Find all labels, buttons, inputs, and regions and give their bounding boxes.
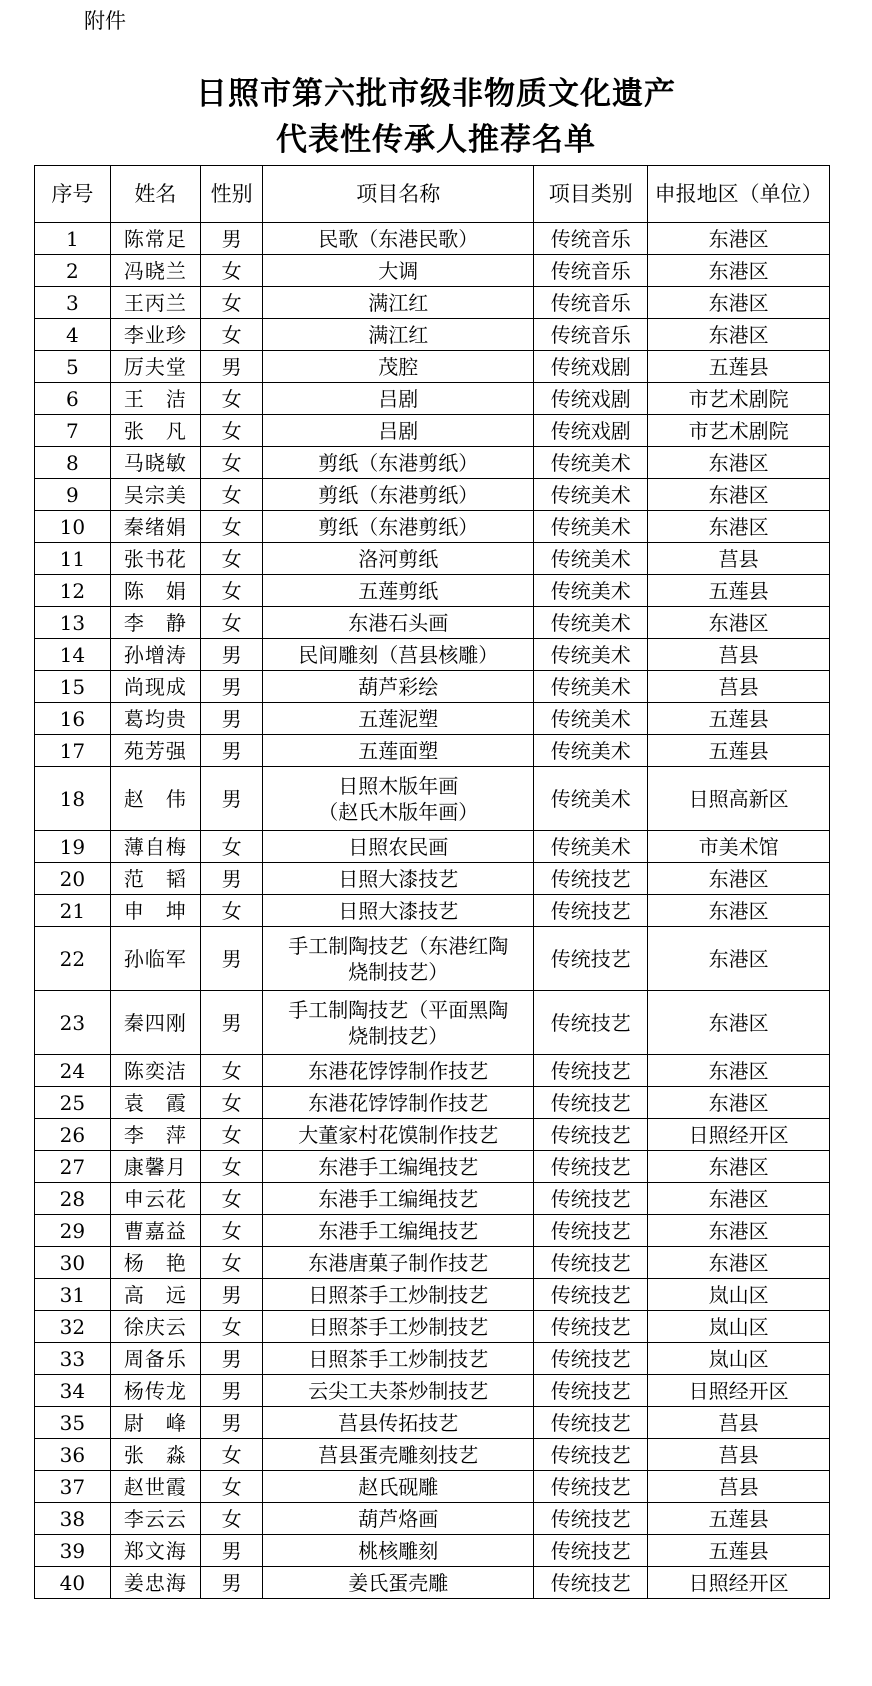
cell-gender: 男 bbox=[201, 1407, 263, 1439]
table-row bbox=[35, 1087, 830, 1119]
cell-category: 传统美术 bbox=[534, 511, 648, 543]
cell-region: 东港区 bbox=[648, 1087, 830, 1119]
cell-region: 五莲县 bbox=[648, 735, 830, 767]
cell-seq: 15 bbox=[35, 671, 111, 703]
cell-gender: 女 bbox=[201, 447, 263, 479]
table-row bbox=[35, 1503, 830, 1535]
cell-name: 苑芳强 bbox=[110, 735, 200, 767]
table-row bbox=[35, 639, 830, 671]
cell-gender: 男 bbox=[201, 1375, 263, 1407]
table-header-row bbox=[35, 166, 830, 223]
table-row bbox=[35, 543, 830, 575]
cell-gender: 女 bbox=[201, 511, 263, 543]
cell-region: 五莲县 bbox=[648, 1503, 830, 1535]
cell-category: 传统技艺 bbox=[534, 1343, 648, 1375]
cell-project: 吕剧 bbox=[263, 415, 534, 447]
cell-name: 范 韬 bbox=[110, 863, 200, 895]
cell-project: 姜氏蛋壳雕 bbox=[263, 1567, 534, 1599]
table-row bbox=[35, 223, 830, 255]
cell-category: 传统美术 bbox=[534, 543, 648, 575]
cell-gender: 女 bbox=[201, 1471, 263, 1503]
cell-region: 五莲县 bbox=[648, 703, 830, 735]
cell-project: 日照茶手工炒制技艺 bbox=[263, 1343, 534, 1375]
cell-project bbox=[263, 767, 534, 831]
cell-region: 莒县 bbox=[648, 639, 830, 671]
cell-seq: 8 bbox=[35, 447, 111, 479]
cell-seq: 26 bbox=[35, 1119, 111, 1151]
cell-gender: 男 bbox=[201, 735, 263, 767]
cell-name: 尉 峰 bbox=[110, 1407, 200, 1439]
cell-region: 东港区 bbox=[648, 1215, 830, 1247]
table-row bbox=[35, 575, 830, 607]
cell-gender: 男 bbox=[201, 351, 263, 383]
table-row bbox=[35, 479, 830, 511]
cell-category: 传统技艺 bbox=[534, 1087, 648, 1119]
cell-seq: 32 bbox=[35, 1311, 111, 1343]
cell-project-line-1: 日照木版年画 bbox=[338, 773, 459, 798]
cell-project-line-2: 烧制技艺） bbox=[348, 1023, 449, 1048]
cell-project: 桃核雕刻 bbox=[263, 1535, 534, 1567]
cell-region: 市美术馆 bbox=[648, 831, 830, 863]
cell-name: 赵 伟 bbox=[110, 767, 200, 831]
cell-project: 洛河剪纸 bbox=[263, 543, 534, 575]
table-row bbox=[35, 1343, 830, 1375]
table-row bbox=[35, 1311, 830, 1343]
cell-seq: 2 bbox=[35, 255, 111, 287]
cell-gender: 女 bbox=[201, 575, 263, 607]
cell-project: 五莲面塑 bbox=[263, 735, 534, 767]
cell-seq: 22 bbox=[35, 927, 111, 991]
table-row bbox=[35, 1439, 830, 1471]
column-header-project: 项目名称 bbox=[263, 166, 534, 223]
cell-gender: 男 bbox=[201, 991, 263, 1055]
cell-seq: 10 bbox=[35, 511, 111, 543]
cell-name: 徐庆云 bbox=[110, 1311, 200, 1343]
cell-project: 日照大漆技艺 bbox=[263, 863, 534, 895]
cell-name: 申云花 bbox=[110, 1183, 200, 1215]
cell-category: 传统技艺 bbox=[534, 895, 648, 927]
cell-category: 传统美术 bbox=[534, 767, 648, 831]
cell-gender: 女 bbox=[201, 831, 263, 863]
cell-gender: 男 bbox=[201, 703, 263, 735]
cell-name: 冯晓兰 bbox=[110, 255, 200, 287]
cell-name: 张 淼 bbox=[110, 1439, 200, 1471]
cell-region: 东港区 bbox=[648, 319, 830, 351]
cell-category: 传统美术 bbox=[534, 831, 648, 863]
cell-category: 传统美术 bbox=[534, 703, 648, 735]
table-row bbox=[35, 415, 830, 447]
cell-gender: 女 bbox=[201, 319, 263, 351]
cell-gender: 女 bbox=[201, 1503, 263, 1535]
cell-project: 莒县蛋壳雕刻技艺 bbox=[263, 1439, 534, 1471]
cell-name: 王 洁 bbox=[110, 383, 200, 415]
cell-name: 李业珍 bbox=[110, 319, 200, 351]
cell-project: 东港唐菓子制作技艺 bbox=[263, 1247, 534, 1279]
cell-region: 市艺术剧院 bbox=[648, 383, 830, 415]
cell-name: 袁 霞 bbox=[110, 1087, 200, 1119]
cell-seq: 33 bbox=[35, 1343, 111, 1375]
cell-project: 满江红 bbox=[263, 319, 534, 351]
cell-name: 孙增涛 bbox=[110, 639, 200, 671]
cell-project: 东港手工编绳技艺 bbox=[263, 1151, 534, 1183]
cell-category: 传统戏剧 bbox=[534, 351, 648, 383]
cell-project: 葫芦彩绘 bbox=[263, 671, 534, 703]
cell-gender: 女 bbox=[201, 1119, 263, 1151]
cell-seq: 3 bbox=[35, 287, 111, 319]
cell-category: 传统技艺 bbox=[534, 1183, 648, 1215]
cell-project bbox=[263, 927, 534, 991]
cell-name: 曹嘉益 bbox=[110, 1215, 200, 1247]
cell-seq: 38 bbox=[35, 1503, 111, 1535]
table-row bbox=[35, 607, 830, 639]
cell-project-line-1: 手工制陶技艺（东港红陶 bbox=[288, 933, 509, 958]
cell-project: 东港花饽饽制作技艺 bbox=[263, 1055, 534, 1087]
cell-region: 东港区 bbox=[648, 1247, 830, 1279]
cell-gender: 女 bbox=[201, 415, 263, 447]
cell-region: 日照经开区 bbox=[648, 1375, 830, 1407]
table-row bbox=[35, 1183, 830, 1215]
cell-category: 传统音乐 bbox=[534, 255, 648, 287]
cell-seq: 36 bbox=[35, 1439, 111, 1471]
cell-gender: 女 bbox=[201, 1151, 263, 1183]
table-row bbox=[35, 703, 830, 735]
cell-project: 东港手工编绳技艺 bbox=[263, 1215, 534, 1247]
table-row bbox=[35, 735, 830, 767]
cell-region: 东港区 bbox=[648, 991, 830, 1055]
cell-region: 莒县 bbox=[648, 543, 830, 575]
cell-name: 薄自梅 bbox=[110, 831, 200, 863]
column-header-category: 项目类别 bbox=[534, 166, 648, 223]
cell-region: 东港区 bbox=[648, 1055, 830, 1087]
cell-seq: 13 bbox=[35, 607, 111, 639]
cell-seq: 30 bbox=[35, 1247, 111, 1279]
document-title-line-2: 代表性传承人推荐名单 bbox=[276, 122, 596, 158]
cell-gender: 男 bbox=[201, 767, 263, 831]
cell-gender: 女 bbox=[201, 607, 263, 639]
cell-region: 莒县 bbox=[648, 1407, 830, 1439]
table-body bbox=[35, 223, 830, 1599]
cell-seq: 19 bbox=[35, 831, 111, 863]
cell-name: 葛均贵 bbox=[110, 703, 200, 735]
cell-project: 日照茶手工炒制技艺 bbox=[263, 1311, 534, 1343]
attachment-label: 附件 bbox=[84, 9, 126, 33]
table-row bbox=[35, 1247, 830, 1279]
cell-project: 民歌（东港民歌） bbox=[263, 223, 534, 255]
cell-category: 传统技艺 bbox=[534, 1215, 648, 1247]
cell-region: 日照经开区 bbox=[648, 1119, 830, 1151]
cell-project: 赵氏砚雕 bbox=[263, 1471, 534, 1503]
table-row bbox=[35, 1471, 830, 1503]
cell-region: 莒县 bbox=[648, 671, 830, 703]
inheritor-table bbox=[34, 165, 830, 1599]
cell-gender: 女 bbox=[201, 1183, 263, 1215]
cell-gender: 男 bbox=[201, 927, 263, 991]
cell-category: 传统技艺 bbox=[534, 1471, 648, 1503]
cell-region: 市艺术剧院 bbox=[648, 415, 830, 447]
cell-name: 杨 艳 bbox=[110, 1247, 200, 1279]
cell-name: 秦绪娟 bbox=[110, 511, 200, 543]
cell-category: 传统戏剧 bbox=[534, 383, 648, 415]
cell-category: 传统技艺 bbox=[534, 1535, 648, 1567]
cell-region: 东港区 bbox=[648, 447, 830, 479]
cell-seq: 25 bbox=[35, 1087, 111, 1119]
cell-project: 东港石头画 bbox=[263, 607, 534, 639]
cell-region: 东港区 bbox=[648, 287, 830, 319]
cell-gender: 女 bbox=[201, 383, 263, 415]
cell-project: 剪纸（东港剪纸） bbox=[263, 479, 534, 511]
cell-gender: 女 bbox=[201, 255, 263, 287]
cell-name: 吴宗美 bbox=[110, 479, 200, 511]
table-row bbox=[35, 383, 830, 415]
cell-region: 东港区 bbox=[648, 223, 830, 255]
cell-project-line-2: （赵氏木版年画） bbox=[318, 799, 479, 824]
cell-project-line-1: 手工制陶技艺（平面黑陶 bbox=[288, 997, 509, 1022]
cell-region: 岚山区 bbox=[648, 1311, 830, 1343]
cell-project: 五莲泥塑 bbox=[263, 703, 534, 735]
cell-category: 传统音乐 bbox=[534, 223, 648, 255]
table-row bbox=[35, 831, 830, 863]
table-row bbox=[35, 1375, 830, 1407]
table-row bbox=[35, 895, 830, 927]
cell-seq: 14 bbox=[35, 639, 111, 671]
cell-category: 传统美术 bbox=[534, 639, 648, 671]
cell-name: 周备乐 bbox=[110, 1343, 200, 1375]
cell-project: 满江红 bbox=[263, 287, 534, 319]
cell-gender: 女 bbox=[201, 1247, 263, 1279]
column-header-seq: 序号 bbox=[35, 166, 111, 223]
cell-project: 茂腔 bbox=[263, 351, 534, 383]
cell-region: 东港区 bbox=[648, 895, 830, 927]
cell-project: 云尖工夫茶炒制技艺 bbox=[263, 1375, 534, 1407]
cell-gender: 女 bbox=[201, 1087, 263, 1119]
cell-name: 陈奕洁 bbox=[110, 1055, 200, 1087]
cell-seq: 1 bbox=[35, 223, 111, 255]
table-row bbox=[35, 319, 830, 351]
cell-category: 传统美术 bbox=[534, 735, 648, 767]
cell-seq: 28 bbox=[35, 1183, 111, 1215]
cell-seq: 6 bbox=[35, 383, 111, 415]
cell-project bbox=[263, 991, 534, 1055]
cell-gender: 女 bbox=[201, 895, 263, 927]
cell-category: 传统技艺 bbox=[534, 927, 648, 991]
cell-gender: 男 bbox=[201, 1567, 263, 1599]
cell-name: 马晓敏 bbox=[110, 447, 200, 479]
cell-name: 杨传龙 bbox=[110, 1375, 200, 1407]
cell-project: 剪纸（东港剪纸） bbox=[263, 447, 534, 479]
cell-category: 传统美术 bbox=[534, 575, 648, 607]
table-row bbox=[35, 1535, 830, 1567]
cell-region: 岚山区 bbox=[648, 1343, 830, 1375]
cell-gender: 女 bbox=[201, 1215, 263, 1247]
cell-category: 传统美术 bbox=[534, 479, 648, 511]
cell-category: 传统音乐 bbox=[534, 319, 648, 351]
cell-seq: 34 bbox=[35, 1375, 111, 1407]
cell-region: 东港区 bbox=[648, 255, 830, 287]
cell-region: 东港区 bbox=[648, 511, 830, 543]
cell-region: 东港区 bbox=[648, 479, 830, 511]
cell-project: 日照大漆技艺 bbox=[263, 895, 534, 927]
cell-category: 传统技艺 bbox=[534, 1567, 648, 1599]
cell-category: 传统技艺 bbox=[534, 1311, 648, 1343]
cell-region: 莒县 bbox=[648, 1439, 830, 1471]
column-header-gender: 性别 bbox=[201, 166, 263, 223]
cell-region: 东港区 bbox=[648, 1183, 830, 1215]
cell-project: 五莲剪纸 bbox=[263, 575, 534, 607]
cell-project: 东港手工编绳技艺 bbox=[263, 1183, 534, 1215]
cell-seq: 20 bbox=[35, 863, 111, 895]
table-row bbox=[35, 863, 830, 895]
cell-name: 张书花 bbox=[110, 543, 200, 575]
cell-seq: 35 bbox=[35, 1407, 111, 1439]
cell-category: 传统技艺 bbox=[534, 991, 648, 1055]
table-row bbox=[35, 1279, 830, 1311]
cell-region: 东港区 bbox=[648, 863, 830, 895]
cell-name: 高 远 bbox=[110, 1279, 200, 1311]
cell-name: 李云云 bbox=[110, 1503, 200, 1535]
cell-project: 大调 bbox=[263, 255, 534, 287]
cell-project-line-2: 烧制技艺） bbox=[348, 959, 449, 984]
cell-region: 岚山区 bbox=[648, 1279, 830, 1311]
cell-seq: 12 bbox=[35, 575, 111, 607]
cell-category: 传统技艺 bbox=[534, 1055, 648, 1087]
cell-seq: 37 bbox=[35, 1471, 111, 1503]
cell-category: 传统技艺 bbox=[534, 1407, 648, 1439]
cell-seq: 40 bbox=[35, 1567, 111, 1599]
cell-category: 传统美术 bbox=[534, 447, 648, 479]
table-row bbox=[35, 351, 830, 383]
cell-category: 传统美术 bbox=[534, 671, 648, 703]
cell-project: 大董家村花馍制作技艺 bbox=[263, 1119, 534, 1151]
cell-seq: 9 bbox=[35, 479, 111, 511]
cell-name: 康馨月 bbox=[110, 1151, 200, 1183]
cell-project: 东港花饽饽制作技艺 bbox=[263, 1087, 534, 1119]
cell-region: 日照高新区 bbox=[648, 767, 830, 831]
cell-category: 传统美术 bbox=[534, 607, 648, 639]
cell-name: 陈常足 bbox=[110, 223, 200, 255]
cell-seq: 24 bbox=[35, 1055, 111, 1087]
cell-name: 孙临军 bbox=[110, 927, 200, 991]
cell-category: 传统技艺 bbox=[534, 1375, 648, 1407]
cell-region: 五莲县 bbox=[648, 351, 830, 383]
table-row bbox=[35, 671, 830, 703]
table-row bbox=[35, 991, 830, 1055]
cell-name: 申 坤 bbox=[110, 895, 200, 927]
cell-category: 传统技艺 bbox=[534, 1119, 648, 1151]
cell-name: 赵世霞 bbox=[110, 1471, 200, 1503]
cell-gender: 女 bbox=[201, 479, 263, 511]
cell-seq: 7 bbox=[35, 415, 111, 447]
cell-seq: 11 bbox=[35, 543, 111, 575]
cell-gender: 男 bbox=[201, 1343, 263, 1375]
table-row bbox=[35, 927, 830, 991]
cell-seq: 16 bbox=[35, 703, 111, 735]
cell-name: 王丙兰 bbox=[110, 287, 200, 319]
table-row bbox=[35, 767, 830, 831]
cell-name: 李 萍 bbox=[110, 1119, 200, 1151]
table-row bbox=[35, 255, 830, 287]
cell-project: 莒县传拓技艺 bbox=[263, 1407, 534, 1439]
table-row bbox=[35, 1567, 830, 1599]
cell-seq: 17 bbox=[35, 735, 111, 767]
cell-gender: 男 bbox=[201, 863, 263, 895]
cell-seq: 39 bbox=[35, 1535, 111, 1567]
cell-gender: 男 bbox=[201, 1279, 263, 1311]
cell-region: 日照经开区 bbox=[648, 1567, 830, 1599]
table-row bbox=[35, 511, 830, 543]
column-header-name: 姓名 bbox=[110, 166, 200, 223]
cell-gender: 男 bbox=[201, 671, 263, 703]
cell-name: 陈 娟 bbox=[110, 575, 200, 607]
document-title-line-1: 日照市第六批市级非物质文化遗产 bbox=[196, 76, 676, 112]
cell-name: 秦四刚 bbox=[110, 991, 200, 1055]
cell-project: 民间雕刻（莒县核雕） bbox=[263, 639, 534, 671]
cell-region: 五莲县 bbox=[648, 575, 830, 607]
cell-name: 姜忠海 bbox=[110, 1567, 200, 1599]
table-row bbox=[35, 447, 830, 479]
cell-seq: 18 bbox=[35, 767, 111, 831]
column-header-region: 申报地区（单位） bbox=[648, 166, 830, 223]
cell-region: 莒县 bbox=[648, 1471, 830, 1503]
cell-name: 郑文海 bbox=[110, 1535, 200, 1567]
cell-region: 东港区 bbox=[648, 927, 830, 991]
cell-category: 传统技艺 bbox=[534, 1439, 648, 1471]
cell-category: 传统技艺 bbox=[534, 1279, 648, 1311]
cell-category: 传统音乐 bbox=[534, 287, 648, 319]
cell-project: 吕剧 bbox=[263, 383, 534, 415]
cell-project: 剪纸（东港剪纸） bbox=[263, 511, 534, 543]
cell-region: 五莲县 bbox=[648, 1535, 830, 1567]
cell-region: 东港区 bbox=[648, 1151, 830, 1183]
cell-category: 传统技艺 bbox=[534, 1151, 648, 1183]
cell-gender: 男 bbox=[201, 1535, 263, 1567]
cell-seq: 31 bbox=[35, 1279, 111, 1311]
cell-seq: 23 bbox=[35, 991, 111, 1055]
cell-seq: 5 bbox=[35, 351, 111, 383]
cell-gender: 男 bbox=[201, 639, 263, 671]
table-row bbox=[35, 1407, 830, 1439]
cell-gender: 女 bbox=[201, 1439, 263, 1471]
cell-seq: 27 bbox=[35, 1151, 111, 1183]
cell-gender: 男 bbox=[201, 223, 263, 255]
cell-gender: 女 bbox=[201, 543, 263, 575]
cell-region: 东港区 bbox=[648, 607, 830, 639]
cell-name: 李 静 bbox=[110, 607, 200, 639]
cell-name: 尚现成 bbox=[110, 671, 200, 703]
table-row bbox=[35, 1215, 830, 1247]
cell-gender: 女 bbox=[201, 1055, 263, 1087]
table-row bbox=[35, 1055, 830, 1087]
cell-project: 日照农民画 bbox=[263, 831, 534, 863]
cell-category: 传统技艺 bbox=[534, 1247, 648, 1279]
table-row bbox=[35, 1119, 830, 1151]
cell-gender: 女 bbox=[201, 1311, 263, 1343]
cell-category: 传统技艺 bbox=[534, 863, 648, 895]
cell-seq: 4 bbox=[35, 319, 111, 351]
cell-project: 葫芦烙画 bbox=[263, 1503, 534, 1535]
cell-seq: 29 bbox=[35, 1215, 111, 1247]
table-row bbox=[35, 287, 830, 319]
cell-project: 日照茶手工炒制技艺 bbox=[263, 1279, 534, 1311]
cell-category: 传统技艺 bbox=[534, 1503, 648, 1535]
table-row bbox=[35, 1151, 830, 1183]
cell-seq: 21 bbox=[35, 895, 111, 927]
cell-category: 传统戏剧 bbox=[534, 415, 648, 447]
cell-name: 张 凡 bbox=[110, 415, 200, 447]
cell-gender: 女 bbox=[201, 287, 263, 319]
cell-name: 厉夫堂 bbox=[110, 351, 200, 383]
